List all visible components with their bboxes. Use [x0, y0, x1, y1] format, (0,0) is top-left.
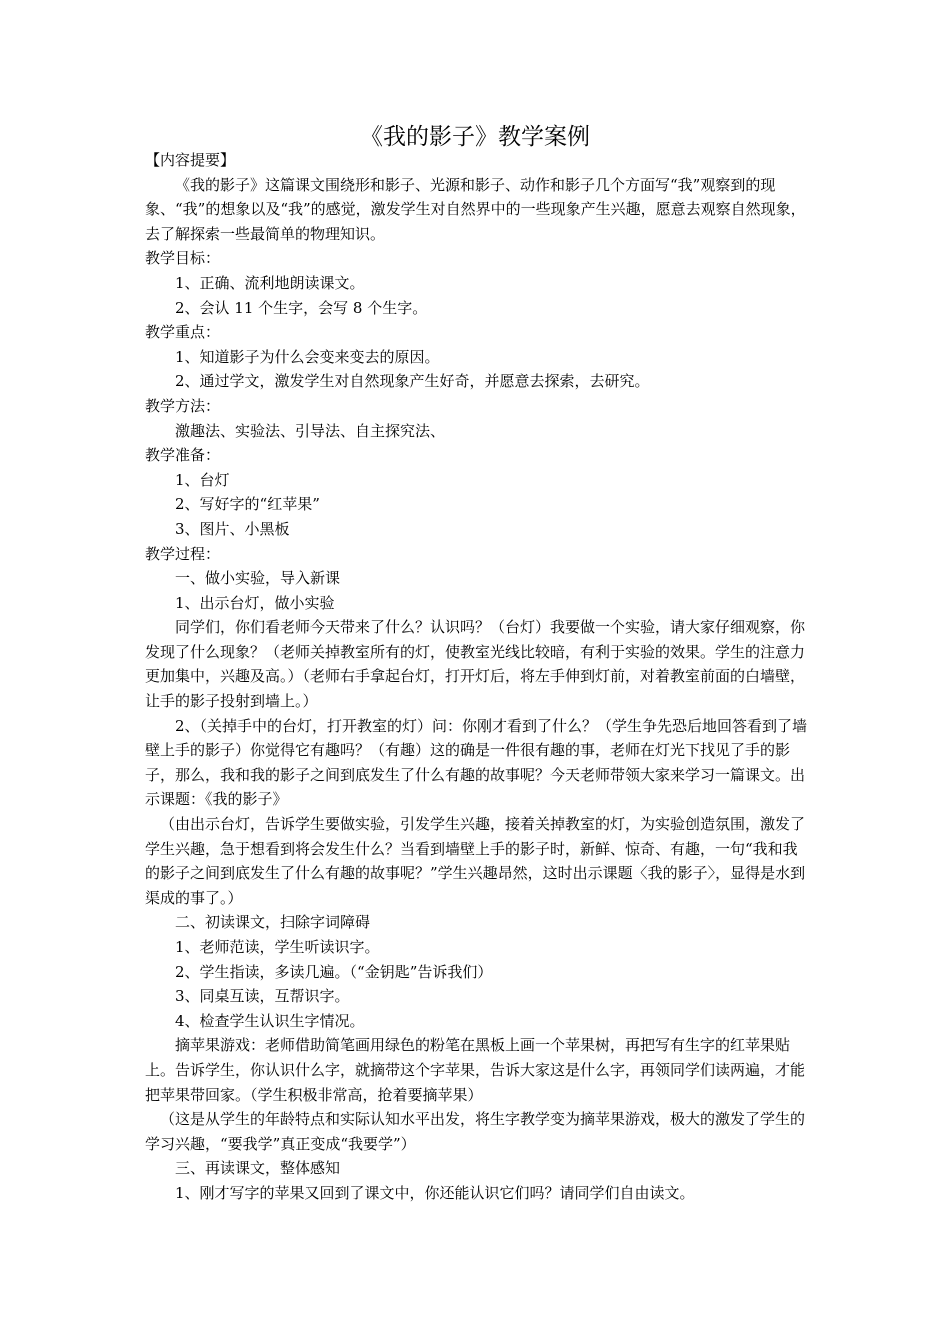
- method-text: 激趣法、实验法、引导法、自主探究法、: [175, 421, 446, 440]
- document-title: 《我的影子》教学案例: [360, 124, 590, 150]
- section-heading: 一、做小实验，导入新课: [175, 569, 341, 588]
- section-heading: 二、初读课文，扫除字词障碍: [175, 913, 371, 932]
- step-item: 1、老师范读，学生听读识字。: [175, 938, 380, 956]
- focus-item: 1、知道影子为什么会变来变去的原因。: [175, 347, 440, 366]
- method-heading: 教学方法：: [145, 396, 221, 415]
- goal-item: 1、正确、流利地朗读课文。: [175, 273, 365, 292]
- step-item: 2、学生指读，多读几遍。（“金钥匙”告诉我们）: [175, 962, 493, 981]
- teaching-note: （由出示台灯，告诉学生要做实验，引发学生兴趣，接着关掉教室的灯，为实验创造氛围，激发了学生兴趣，急于想看到将会发生什么？当看到墙壁上手的影子时，新鲜、惊奇、有趣，一句“我和我的影子之间到底发生了什么有趣的故事呢？”学生兴趣昂然，这时出示课题〈我的影子〉，显得是水到渠成的事了。）: [145, 815, 806, 907]
- step-item: 1、出示台灯，做小实验: [175, 593, 335, 612]
- section-heading: 三、再读课文，整体感知: [175, 1159, 341, 1178]
- body-paragraph: 摘苹果游戏：老师借助简笔画用绿色的粉笔在黑板上画一个苹果树，再把写有生字的红苹果贴上。告诉学生，你认识什么字，就摘带这个字苹果，告诉大家这是什么字，再领同学们读两遍，才能把苹果带回家。（学生积极非常高，抢着要摘苹果）: [145, 1036, 806, 1104]
- document-body: [145, 148, 810, 1206]
- prep-item: 2、写好字的“红苹果”: [175, 495, 320, 514]
- step-item: 1、刚才写字的苹果又回到了课文中，你还能认识它们吗？请同学们自由读文。: [175, 1183, 695, 1202]
- prep-item: 1、台灯: [175, 470, 230, 489]
- process-heading: 教学过程：: [145, 544, 221, 563]
- prep-item: 3、图片、小黑板: [175, 519, 290, 538]
- focus-item: 2、通过学文，激发学生对自然现象产生好奇，并愿意去探索，去研究。: [175, 372, 650, 391]
- prep-heading: 教学准备：: [145, 446, 221, 465]
- goal-item: 2、会认 11 个生字，会写 8 个生字。: [175, 298, 428, 317]
- body-paragraph: 同学们，你们看老师今天带来了什么？认识吗？（台灯）我要做一个实验，请大家仔细观察，你发现了什么现象？（老师关掉教室所有的灯，使教室光线比较暗，有利于实验的效果。学生的注意力更加集中，兴趣及高。）（老师右手拿起台灯，打开灯后，将左手伸到灯前，对着教室前面的白墙壁，让手的影子投射到墙上。）: [145, 618, 806, 711]
- summary-paragraph: 《我的影子》这篇课文围绕形和影子、光源和影子、动作和影子几个方面写“我”观察到的现象、“我”的想象以及“我”的感觉，激发学生对自然界中的一些现象产生兴趣，愿意去观察自然现象，去了解探索一些最简单的物理知识。: [145, 175, 806, 243]
- step-item: 3、同桌互读，互帮识字。: [175, 987, 350, 1006]
- goals-heading: 教学目标：: [145, 249, 221, 268]
- step-item: 4、检查学生认识生字情况。: [175, 1011, 365, 1030]
- focus-heading: 教学重点：: [145, 323, 221, 342]
- teaching-note: （这是从学生的年龄特点和实际认知水平出发，将生字教学变为摘苹果游戏，极大的激发了学生的学习兴趣，“要我学”真正变成“我要学”）: [145, 1110, 806, 1153]
- summary-heading: 【内容提要】: [145, 151, 236, 169]
- body-paragraph: 2、（关掉手中的台灯，打开教室的灯）问：你刚才看到了什么？（学生争先恐后地回答看到了墙壁上手的影子）你觉得它有趣吗？（有趣）这的确是一件很有趣的事，老师在灯光下找见了手的影子，那么，我和我的影子之间到底发生了什么有趣的故事呢？今天老师带领大家来学习一篇课文。出示课题：《我的影子》: [145, 716, 808, 809]
